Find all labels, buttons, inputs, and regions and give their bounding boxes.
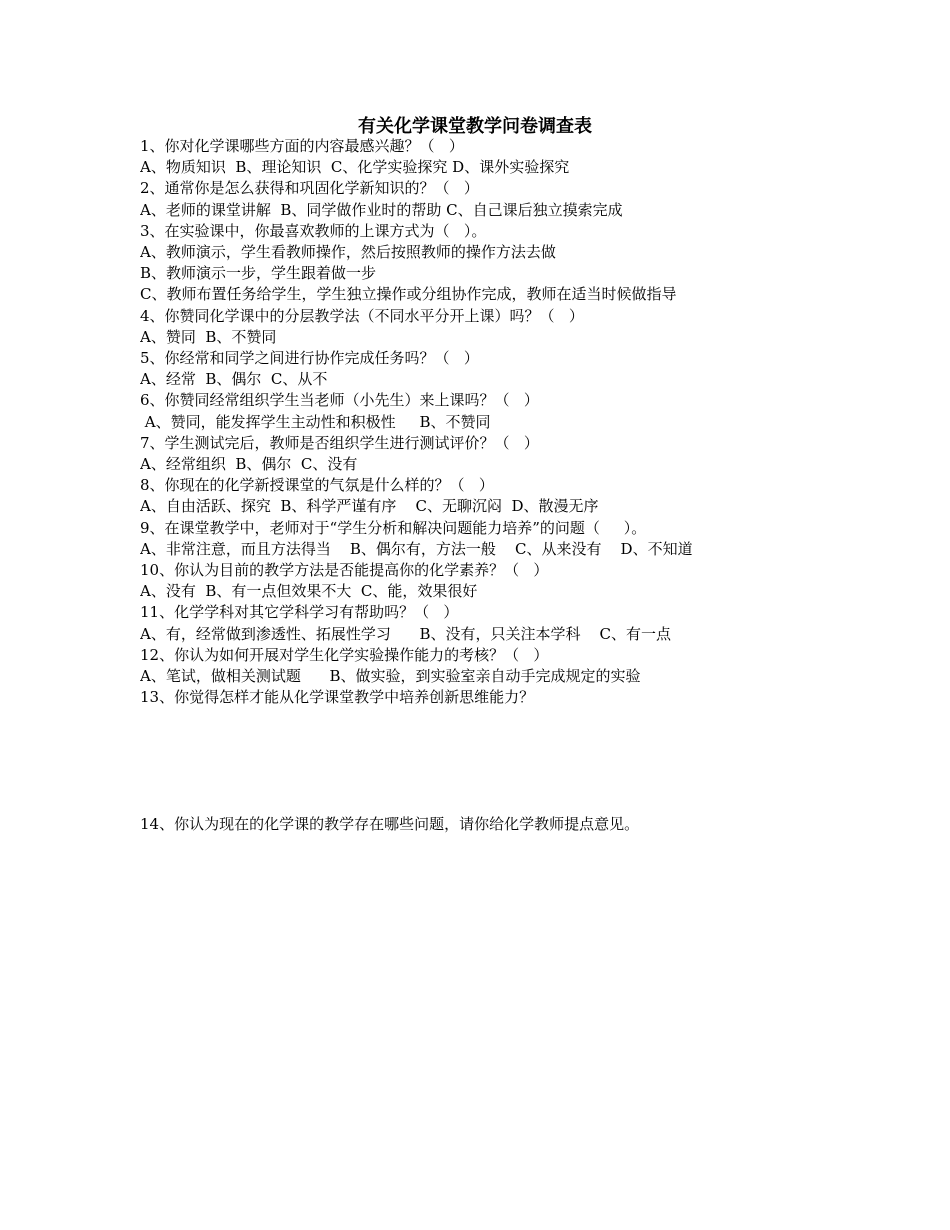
question-7-options: A、经常组织 B、偶尔 C、没有 (140, 455, 358, 474)
page-title: 有关化学课堂教学问卷调查表 (358, 116, 592, 137)
question-6: 6、你赞同经常组织学生当老师（小先生）来上课吗？（ ） (140, 391, 539, 410)
question-14: 14、你认为现在的化学课的教学存在哪些问题，请你给化学教师提点意见。 (140, 815, 640, 834)
question-4-options: A、赞同 B、不赞同 (140, 327, 277, 346)
question-1-options: A、物质知识 B、理论知识 C、化学实验探究 D、课外实验探究 (140, 158, 570, 177)
question-3-option-a: A、教师演示，学生看教师操作，然后按照教师的操作方法去做 (140, 243, 556, 262)
question-10-options: A、没有 B、有一点但效果不大 C、能，效果很好 (140, 582, 478, 601)
question-list (140, 136, 930, 836)
question-4: 4、你赞同化学课中的分层教学法（不同水平分开上课）吗？（ ） (140, 306, 584, 325)
question-8: 8、你现在的化学新授课堂的气氛是什么样的？（ ） (140, 476, 494, 495)
answer-space-13 (140, 708, 930, 814)
question-9: 9、在课堂教学中，老师对于“学生分析和解决问题能力培养”的问题（ ）。 (140, 518, 647, 537)
question-5-options: A、经常 B、偶尔 C、从不 (140, 370, 328, 389)
question-6-options: A、赞同，能发挥学生主动性和积极性 B、不赞同 (140, 412, 491, 431)
question-11-options: A、有，经常做到渗透性、拓展性学习 B、没有，只关注本学科 C、有一点 (140, 624, 672, 643)
question-3: 3、在实验课中，你最喜欢教师的上课方式为（ ）。 (140, 221, 487, 240)
question-12-options: A、笔试，做相关测试题 B、做实验，到实验室亲自动手完成规定的实验 (140, 667, 641, 686)
question-3-option-c: C、教师布置任务给学生，学生独立操作或分组协作完成，教师在适当时候做指导 (140, 285, 677, 304)
question-9-options: A、非常注意，而且方法得当 B、偶尔有，方法一般 C、从来没有 D、不知道 (140, 539, 693, 558)
question-5: 5、你经常和同学之间进行协作完成任务吗？（ ） (140, 349, 479, 368)
question-8-options: A、自由活跃、探究 B、科学严谨有序 C、无聊沉闷 D、散漫无序 (140, 497, 599, 516)
question-12: 12、你认为如何开展对学生化学实验操作能力的考核？（ ） (140, 645, 549, 664)
question-2: 2、通常你是怎么获得和巩固化学新知识的？（ ） (140, 179, 479, 198)
question-1: 1、你对化学课哪些方面的内容最感兴趣？（ ） (140, 137, 464, 155)
question-2-options: A、老师的课堂讲解 B、同学做作业时的帮助 C、自己课后独立摸索完成 (140, 200, 623, 219)
question-10: 10、你认为目前的教学方法是否能提高你的化学素养？（ ） (140, 561, 549, 580)
question-7: 7、学生测试完后，教师是否组织学生进行测试评价？（ ） (140, 433, 539, 452)
question-11: 11、化学学科对其它学科学习有帮助吗？（ ） (140, 603, 459, 622)
question-13: 13、你觉得怎样才能从化学课堂教学中培养创新思维能力？ (140, 688, 535, 707)
question-3-option-b: B、教师演示一步，学生跟着做一步 (140, 264, 377, 283)
